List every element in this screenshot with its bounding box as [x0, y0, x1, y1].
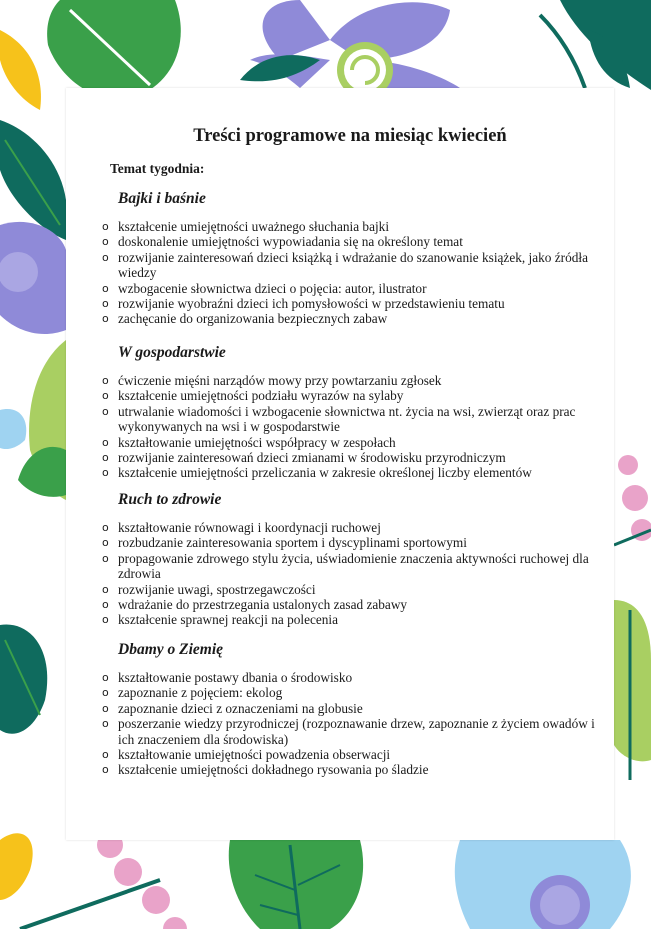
list-item: [98, 612, 608, 627]
list-item: [98, 582, 608, 597]
list-item-text: kształcenie umiejętności uważnego słuchania bajki: [118, 219, 390, 234]
purple-flower-left-icon: [0, 222, 66, 334]
section: [98, 639, 608, 778]
section: [98, 489, 608, 628]
section: [98, 342, 608, 481]
list-item: [98, 520, 608, 535]
list-item-text: utrwalanie wiadomości i wzbogacenie słownictwa nt. życia na wsi, zwierząt oraz prac wykonywanych na wsi i w gospodarstwie: [118, 403, 576, 435]
page-title: Treści programowe na miesiąc kwiecień: [193, 126, 507, 146]
list-item-text: doskonalenie umiejętności wypowiadania się na określony temat: [118, 234, 463, 250]
bullet-icon: o: [102, 435, 109, 449]
bullet-icon: o: [102, 748, 109, 762]
list-item: [98, 685, 608, 700]
bullet-icon: o: [102, 717, 109, 731]
list-item-text: kształcenie umiejętności podziału wyrazów na sylaby: [118, 388, 404, 404]
green-leaf-bottom-icon: [229, 840, 363, 929]
list-item-text: kształtowanie postawy dbania o środowisko: [118, 670, 353, 685]
green-leaf-left-middle-icon: [18, 447, 66, 497]
list-item-text: kształtowanie równowagi i koordynacji ruchowej: [118, 520, 381, 535]
blue-flower-bottom-right-icon: [455, 840, 631, 929]
section-list: [98, 670, 608, 778]
bullet-icon: o: [102, 701, 109, 715]
green-leaf-top-icon: [47, 0, 181, 99]
section-heading: Dbamy o Ziemię: [118, 641, 224, 658]
bullet-icon: o: [102, 235, 109, 249]
list-item: [98, 535, 608, 550]
bullet-icon: o: [102, 404, 109, 418]
list-item: [98, 716, 608, 747]
list-item-text: wdrażanie do przestrzegania ustalonych zasad zabawy: [118, 597, 408, 613]
section: [98, 188, 608, 327]
list-item: [98, 597, 608, 612]
list-item: [98, 296, 608, 311]
list-item-text: kształcenie umiejętności przeliczania w zakresie określonej liczby elementów: [118, 465, 532, 481]
list-item: [98, 465, 608, 480]
yellow-petal-bottom-left-icon: [0, 833, 33, 900]
list-item: [98, 435, 608, 450]
bullet-icon: o: [102, 521, 109, 534]
list-item-text: rozwijanie wyobraźni dzieci ich pomysłowości w przedstawieniu tematu: [118, 296, 505, 312]
yellow-petal-top-left-icon: [0, 30, 41, 110]
list-item-text: rozbudzanie zainteresowania sportem i dyscyplinami sportowymi: [118, 535, 467, 551]
list-item-text: kształtowanie umiejętności powadzenia obserwacji: [118, 747, 391, 763]
list-item-text: zapoznanie z pojęciem: ekolog: [118, 685, 283, 701]
list-item-text: kształtowanie umiejętności współpracy w zespołach: [118, 434, 396, 450]
bullet-icon: o: [102, 374, 109, 387]
list-item-text: rozwijanie zainteresowań dzieci zmianami w środowisku przyrodniczym: [118, 450, 506, 466]
section-list: [98, 373, 608, 481]
list-item: [98, 404, 608, 435]
week-topic-label: Temat tygodnia:: [110, 161, 205, 176]
list-item-text: rozwijanie zainteresowań dzieci książką i wdrażanie do szanowanie książek, jako źródła wiedzy: [118, 249, 588, 281]
list-item-text: poszerzanie wiedzy przyrodniczej (rozpoznawanie drzew, zapoznanie z życiem owadów i ich znaczeniem dla środowiska): [118, 716, 595, 747]
list-item: [98, 701, 608, 716]
bullet-icon: o: [102, 671, 109, 684]
list-item-text: ćwiczenie mięśni narządów mowy przy powtarzaniu zgłosek: [118, 373, 442, 388]
bullet-icon: o: [102, 582, 109, 596]
list-item: [98, 762, 608, 777]
list-item: [98, 234, 608, 249]
teal-leaf-left-icon: [0, 120, 66, 240]
teal-leaf-left-bottom-icon: [0, 624, 47, 733]
list-item: [98, 219, 608, 234]
purple-flower-top-icon: [250, 0, 460, 98]
bullet-icon: o: [102, 598, 109, 612]
bullet-icon: o: [102, 281, 109, 295]
bullet-icon: o: [102, 686, 109, 700]
section-heading: Bajki i baśnie: [118, 190, 206, 207]
list-item-text: zapoznanie dzieci z oznaczeniami na globusie: [118, 700, 363, 716]
bullet-icon: o: [102, 312, 109, 326]
section-list: [98, 520, 608, 628]
bullet-icon: o: [102, 389, 109, 403]
section-heading: W gospodarstwie: [118, 344, 226, 361]
list-item-text: zachęcanie do organizowania bezpiecznych zabaw: [118, 311, 388, 327]
list-item: [98, 311, 608, 326]
bullet-icon: o: [102, 451, 109, 465]
bullet-icon: o: [102, 220, 109, 233]
list-item-text: kształcenie sprawnej reakcji na polecenia: [118, 612, 339, 628]
pink-berries-bottom-left-icon: [20, 832, 187, 929]
list-item: [98, 281, 608, 296]
bullet-icon: o: [102, 551, 109, 565]
list-item: [98, 373, 608, 388]
list-item: [98, 450, 608, 465]
list-item-text: propagowanie zdrowego stylu życia, uświadomienie znaczenia aktywności ruchowej dla zdrowia: [118, 550, 589, 582]
section-list: [98, 219, 608, 327]
blue-petal-left-icon: [0, 409, 26, 449]
list-item: [98, 747, 608, 762]
list-item-text: wzbogacenie słownictwa dzieci o pojęcia: autor, ilustrator: [118, 280, 427, 296]
list-item: [98, 551, 608, 582]
list-item-text: rozwijanie uwagi, spostrzegawczości: [118, 581, 316, 597]
bullet-icon: o: [102, 613, 109, 627]
bullet-icon: o: [102, 250, 109, 264]
bullet-icon: o: [102, 536, 109, 550]
list-item: [98, 388, 608, 403]
green-leaf-right-icon: [614, 600, 651, 780]
section-heading: Ruch to zdrowie: [118, 491, 222, 508]
bullet-icon: o: [102, 763, 109, 777]
list-item: [98, 250, 608, 281]
pink-berries-right-icon: [614, 455, 651, 545]
list-item-text: kształcenie umiejętności dokładnego rysowania po śladzie: [118, 762, 429, 778]
bullet-icon: o: [102, 466, 109, 480]
program-sheet: [66, 88, 614, 840]
bullet-icon: o: [102, 297, 109, 311]
list-item: [98, 670, 608, 685]
